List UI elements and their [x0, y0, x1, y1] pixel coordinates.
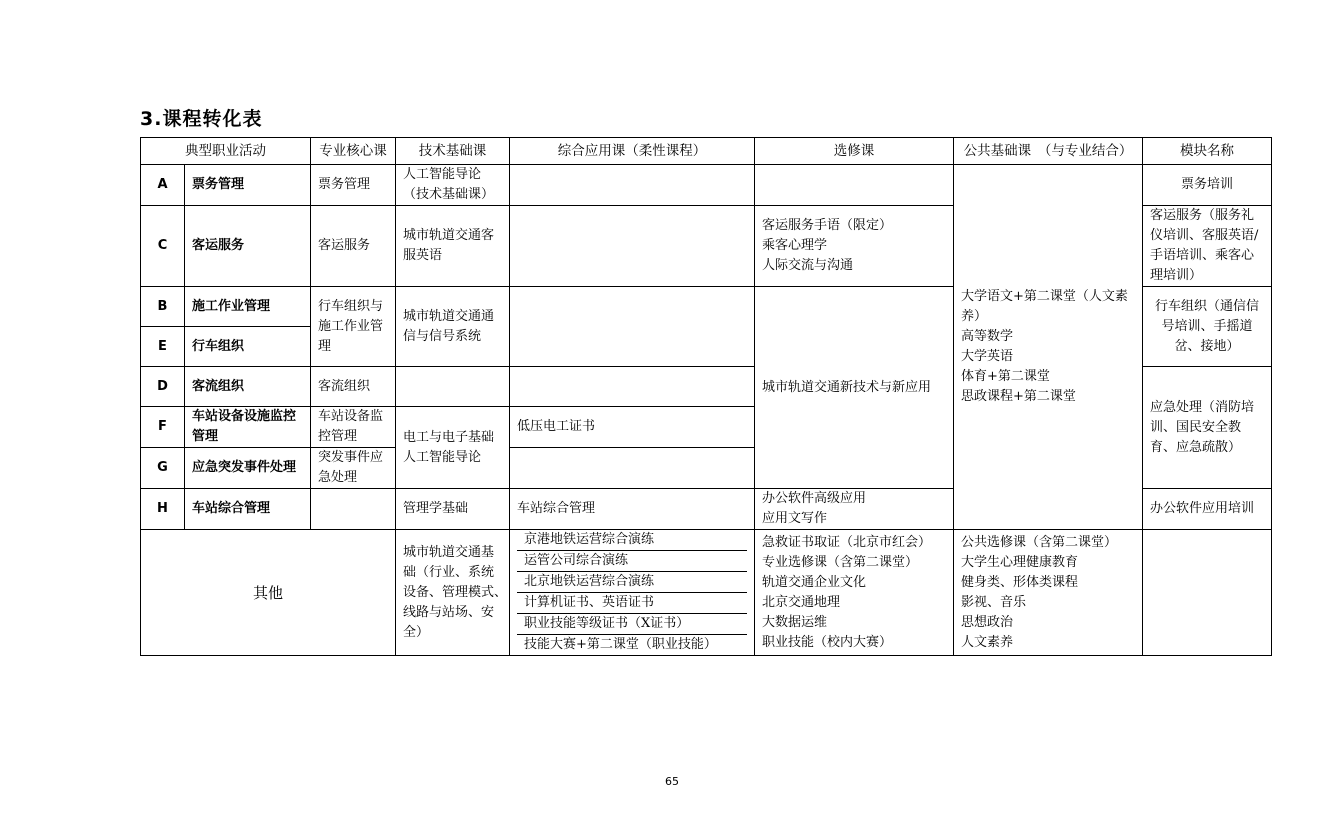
tech-line: 城市轨道交通基 — [403, 544, 495, 560]
elective-item: 专业选修课（含第二课堂） — [762, 554, 919, 570]
elective-course — [755, 489, 954, 530]
applied-course: 低压电工证书 — [510, 407, 755, 448]
module-name: 客运服务（服务礼仪培训、客服英语/手语培训、乘客心理培训） — [1143, 206, 1272, 287]
core-course: 突发事件应急处理 — [311, 448, 396, 489]
elective-item: 人际交流与沟通 — [762, 258, 854, 273]
tech-course: 城市轨道交通客服英语 — [396, 206, 510, 287]
core-course: 票务管理 — [311, 165, 396, 206]
other-label: 其他 — [141, 530, 396, 656]
public-course-shared — [954, 165, 1143, 530]
applied-course — [510, 165, 755, 206]
activity-name: 车站设备设施监控管理 — [185, 407, 311, 448]
public-item: 影视、音乐 — [961, 594, 1027, 610]
activity-name: 车站综合管理 — [185, 489, 311, 530]
header-public: 公共基础课 （与专业结合） — [954, 138, 1143, 165]
applied-course: 车站综合管理 — [510, 489, 755, 530]
activity-code: B — [141, 287, 185, 327]
elective-item: 客运服务手语（限定） — [762, 218, 893, 233]
applied-item: 京港地铁运营综合演练 — [517, 530, 747, 551]
public-course-list — [954, 530, 1143, 656]
elective-item: 乘客心理学 — [762, 238, 828, 253]
applied-item: 职业技能等级证书（X证书） — [517, 614, 747, 635]
elective-course — [755, 165, 954, 206]
activity-code: A — [141, 165, 185, 206]
activity-name: 施工作业管理 — [185, 287, 311, 327]
module-name: 行车组织（通信信号培训、手摇道岔、接地） — [1143, 287, 1272, 367]
applied-course — [510, 448, 755, 489]
header-tech: 技术基础课 — [396, 138, 510, 165]
elective-item: 北京交通地理 — [762, 594, 841, 610]
table-row-a — [141, 165, 1272, 206]
elective-item: 应用文写作 — [762, 511, 828, 526]
public-item: 大学语文+第二课堂（人文素养） — [961, 289, 1128, 324]
applied-course — [510, 206, 755, 287]
tech-course: 城市轨道交通通信与信号系统 — [396, 287, 510, 367]
public-item: 思想政治 — [961, 614, 1014, 630]
course-conversion-table — [140, 137, 1272, 656]
module-name: 应急处理（消防培训、国民安全教育、应急疏散） — [1143, 367, 1272, 489]
tech-course — [396, 367, 510, 407]
core-course: 行车组织与施工作业管理 — [311, 287, 396, 367]
module-name: 办公软件应用培训 — [1143, 489, 1272, 530]
header-core: 专业核心课 — [311, 138, 396, 165]
elective-item: 大数据运维 — [762, 614, 828, 630]
activity-name: 客流组织 — [185, 367, 311, 407]
elective-item: 轨道交通企业文化 — [762, 574, 867, 590]
public-item: 公共选修课（含第二课堂） — [961, 534, 1118, 550]
applied-item: 运管公司综合演练 — [517, 551, 747, 572]
core-course — [311, 489, 396, 530]
elective-course-list — [755, 530, 954, 656]
tech-line: 全） — [403, 624, 430, 640]
module-name: 票务培训 — [1143, 165, 1272, 206]
elective-course-shared: 城市轨道交通新技术与新应用 — [755, 287, 954, 489]
core-course: 客运服务 — [311, 206, 396, 287]
activity-name: 客运服务 — [185, 206, 311, 287]
applied-item: 北京地铁运营综合演练 — [517, 572, 747, 593]
core-course: 车站设备监控管理 — [311, 407, 396, 448]
applied-item: 计算机证书、英语证书 — [517, 593, 747, 614]
applied-item: 技能大赛+第二课堂（职业技能） — [524, 637, 717, 652]
tech-line: 线路与站场、安 — [403, 604, 495, 620]
elective-item: 职业技能（校内大赛） — [762, 634, 893, 650]
header-applied: 综合应用课（柔性课程） — [510, 138, 755, 165]
activity-name: 应急突发事件处理 — [185, 448, 311, 489]
elective-item: 办公软件高级应用 — [762, 491, 867, 506]
table-row-other — [141, 530, 1272, 656]
tech-course — [396, 530, 510, 656]
tech-course: 电工与电子基础人工智能导论 — [396, 407, 510, 489]
elective-item: 急救证书取证（北京市红会） — [762, 534, 932, 550]
activity-code: H — [141, 489, 185, 530]
activity-name: 票务管理 — [185, 165, 311, 206]
activity-name: 行车组织 — [185, 327, 311, 367]
header-module: 模块名称 — [1143, 138, 1272, 165]
section-title: 3.课程转化表 — [140, 108, 263, 130]
tech-line: 础（行业、系统 — [403, 564, 495, 580]
public-item: 大学生心理健康教育 — [961, 554, 1079, 570]
header-elective: 选修课 — [755, 138, 954, 165]
header-activity: 典型职业活动 — [141, 138, 311, 165]
header-row — [141, 138, 1272, 165]
public-item: 人文素养 — [961, 634, 1014, 650]
applied-course-list — [510, 530, 755, 656]
activity-code: E — [141, 327, 185, 367]
elective-course — [755, 206, 954, 287]
activity-code: D — [141, 367, 185, 407]
tech-course: 人工智能导论（技术基础课） — [396, 165, 510, 206]
page-number: 65 — [665, 775, 679, 788]
core-course: 客流组织 — [311, 367, 396, 407]
tech-line: 设备、管理模式、 — [403, 584, 508, 600]
module-name — [1143, 530, 1272, 656]
activity-code: C — [141, 206, 185, 287]
public-item: 大学英语 — [961, 349, 1014, 364]
public-item: 高等数学 — [961, 329, 1014, 344]
applied-course — [510, 367, 755, 407]
public-item: 思政课程+第二课堂 — [961, 389, 1076, 404]
applied-course — [510, 287, 755, 367]
public-item: 体育+第二课堂 — [961, 369, 1050, 384]
public-item: 健身类、形体类课程 — [961, 574, 1079, 590]
activity-code: F — [141, 407, 185, 448]
tech-course: 管理学基础 — [396, 489, 510, 530]
activity-code: G — [141, 448, 185, 489]
